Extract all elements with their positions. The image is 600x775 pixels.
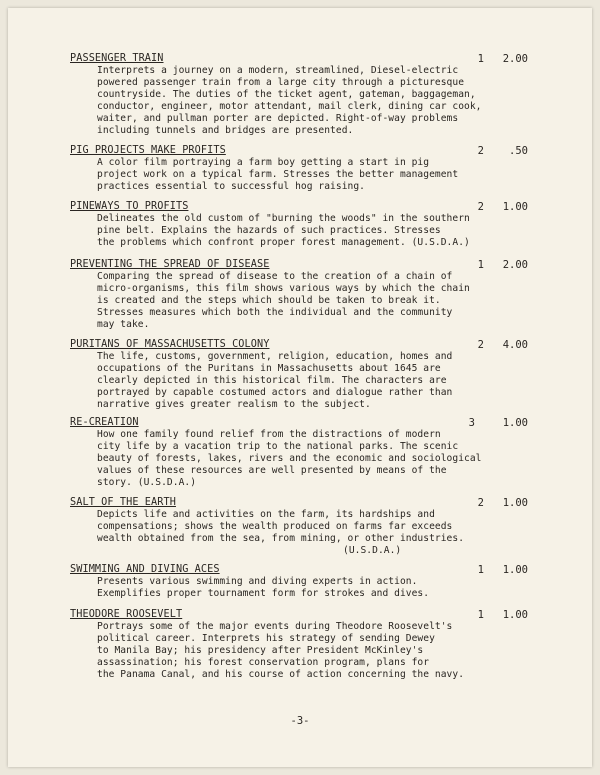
film-description [97,429,517,489]
catalog-page [8,8,592,767]
film-description [97,271,517,331]
description-line: city life by a vacation trip to the national parks. The scenic [97,441,459,453]
description-line: occupations of the Puritans in Massachusetts about 1645 are [97,363,441,375]
description-line: Comparing the spread of disease to the creation of a chain of [97,271,453,282]
film-price: 1.00 [502,564,528,576]
description-line: assassination; his forest conservation program, plans for [97,657,430,669]
description-line: micro-organisms, this film shows various ways by which the chain [97,283,470,295]
film-reels: 2 [477,339,484,351]
film-description [97,621,517,681]
description-line: How one family found relief from the distractions of modern [97,429,441,440]
description-line: waiter, and pullman porter are depicted. Right-of-way problems [97,113,459,125]
description-line: narrative gives greater realism to the subject. [97,399,371,411]
film-price: 2.00 [502,53,528,65]
description-line: story. (U.S.D.A.) [97,477,197,489]
film-reels: 2 [477,145,484,157]
film-reels: 3 [468,417,475,429]
film-price: .50 [509,145,528,157]
description-line: values of these resources are well presented by means of the [97,465,447,477]
film-title: PINEWAYS TO PROFITS [70,201,189,212]
film-reels: 1 [477,564,484,576]
film-price: 2.00 [502,259,528,271]
description-line: Stresses measures which both the individual and the community [97,307,453,319]
description-line: portrayed by capable costumed actors and dialogue rather than [97,387,453,399]
description-line: to Manila Bay; his presidency after President McKinley's [97,645,424,657]
film-description [97,509,517,557]
film-price: 1.00 [502,201,528,213]
description-line: Portrays some of the major events during Theodore Roosevelt's [97,621,453,632]
description-line: including tunnels and bridges are presented. [97,125,354,137]
description-line: clearly depicted in this historical film. The characters are [97,375,447,387]
film-price: 1.00 [502,417,528,429]
film-description [97,157,517,193]
description-line: (U.S.D.A.) [343,545,402,557]
film-title: PREVENTING THE SPREAD OF DISEASE [70,259,270,270]
description-line: The life, customs, government, religion, education, homes and [97,351,453,362]
description-line: countryside. The duties of the ticket agent, gateman, baggageman, [97,89,476,101]
film-title: SWIMMING AND DIVING ACES [70,564,220,575]
film-reels: 1 [477,259,484,271]
description-line: compensations; shows the wealth produced on farms far exceeds [97,521,453,533]
film-title: RE-CREATION [70,417,139,428]
description-line: project work on a typical farm. Stresses the better management [97,169,459,181]
description-line: wealth obtained from the sea, from mining, or other industries. [97,533,465,545]
film-title: SALT OF THE EARTH [70,497,176,508]
description-line: Interprets a journey on a modern, streamlined, Diesel-electric [97,65,459,76]
description-line: Depicts life and activities on the farm, its hardships and [97,509,435,520]
film-price: 1.00 [502,497,528,509]
description-line: political career. Interprets his strategy of sending Dewey [97,633,435,645]
film-title: PASSENGER TRAIN [70,53,164,64]
description-line: beauty of forests, lakes, rivers and the economic and sociological [97,453,482,465]
film-description [97,576,517,600]
description-line: Exemplifies proper tournament form for strokes and dives. [97,588,430,600]
description-line: may take. [97,319,150,331]
film-title: PIG PROJECTS MAKE PROFITS [70,145,226,156]
film-reels: 1 [477,53,484,65]
film-description [97,65,517,138]
film-reels: 2 [477,201,484,213]
film-reels: 2 [477,497,484,509]
description-line: Presents various swimming and diving experts in action. [97,576,418,587]
description-line: pine belt. Explains the hazards of such practices. Stresses [97,225,441,237]
film-description [97,351,517,411]
film-title: THEODORE ROOSEVELT [70,609,183,620]
film-title: PURITANS OF MASSACHUSETTS COLONY [70,339,270,350]
description-line: the problems which confront proper forest management. (U.S.D.A.) [97,237,470,249]
description-line: A color film portraying a farm boy getting a start in pig [97,157,430,168]
page-number: -3- [290,715,310,727]
film-description [97,213,517,249]
description-line: the Panama Canal, and his course of action concerning the navy. [97,669,465,681]
description-line: practices essential to successful hog raising. [97,181,365,193]
film-price: 4.00 [502,339,528,351]
film-reels: 1 [477,609,484,621]
film-price: 1.00 [502,609,528,621]
description-line: is created and the steps which should be taken to break it. [97,295,441,307]
description-line: powered passenger train from a large city through a picturesque [97,77,465,89]
description-line: conductor, engineer, motor attendant, mail clerk, dining car cook, [97,101,482,113]
description-line: Delineates the old custom of "burning the woods" in the southern [97,213,470,224]
